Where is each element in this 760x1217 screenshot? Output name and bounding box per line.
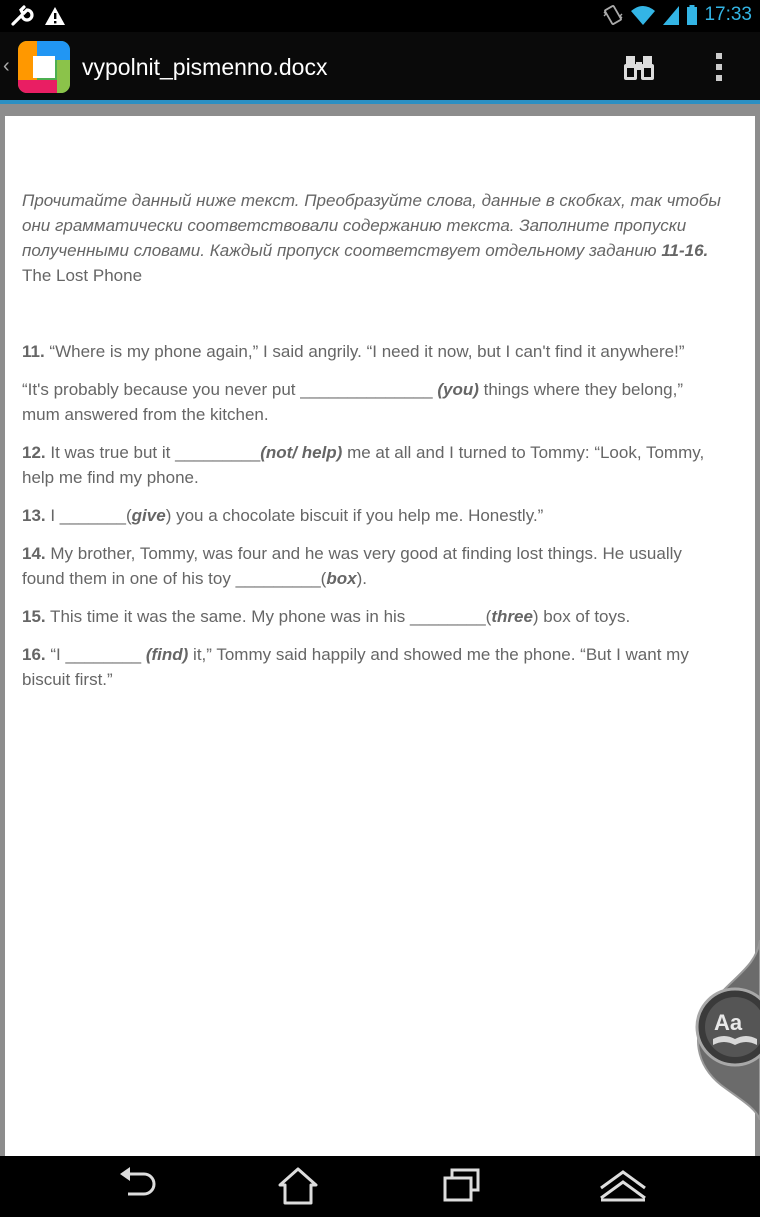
task-number: 12. bbox=[22, 443, 46, 462]
task-number: 15. bbox=[22, 607, 46, 626]
signal-icon bbox=[662, 4, 680, 26]
task-paragraph-14: 14. My brother, Tommy, was four and he was very good at finding lost things. He usually found them in one of his toy _________(box). bbox=[22, 544, 682, 588]
task-paragraph-12: 12. It was true but it _________(not/ help) me at all and I turned to Tommy: “Look, Tommy, help me find my phone. bbox=[22, 443, 705, 487]
document-page[interactable] bbox=[5, 116, 755, 1156]
task-paragraph-16: 16. “I ________ (find) it,” Tommy said happily and showed me the phone. “But I want my biscuit first.” bbox=[22, 645, 689, 689]
task-paragraph-13: 13. I _______(give) you a chocolate biscuit if you help me. Honestly.” bbox=[22, 506, 544, 525]
document-body bbox=[22, 188, 722, 692]
overflow-menu-icon[interactable] bbox=[708, 50, 730, 84]
warning-icon bbox=[44, 6, 66, 26]
task-paragraph-11: 11. “Where is my phone again,” I said angrily. “I need it now, but I can't find it anywhere!” bbox=[22, 342, 685, 361]
task-number: 13. bbox=[22, 506, 46, 525]
task-number: 14. bbox=[22, 544, 46, 563]
document-title: vypolnit_pismenno.docx bbox=[82, 54, 328, 80]
reader-button-label: Aa bbox=[714, 1010, 743, 1035]
wifi-icon bbox=[630, 4, 656, 26]
base-word: box bbox=[326, 569, 357, 588]
up-chevron-icon[interactable]: ‹ bbox=[3, 55, 10, 77]
app-logo[interactable] bbox=[17, 40, 71, 94]
task-number: 16. bbox=[22, 645, 46, 664]
back-icon[interactable] bbox=[116, 1166, 160, 1206]
instruction-paragraph: Прочитайте данный ниже текст. Преобразуйте слова, данные в скобках, так чтобы они грамматически соответствовали содержанию текста. Заполните пропуски полученными словами. Каждый пропуск соответствует отдельному заданию 11-16. bbox=[22, 191, 721, 260]
binoculars-icon[interactable] bbox=[623, 52, 655, 82]
task-paragraph-15: 15. This time it was the same. My phone was in his ________(three) box of toys. bbox=[22, 607, 631, 626]
base-word: (not/ help) bbox=[260, 443, 343, 462]
task-range: 11-16. bbox=[661, 241, 709, 260]
document-viewer[interactable] bbox=[0, 104, 760, 1156]
menu-up-icon[interactable] bbox=[598, 1166, 648, 1206]
reader-mode-button[interactable] bbox=[695, 987, 760, 1067]
home-icon[interactable] bbox=[276, 1166, 320, 1206]
status-bar bbox=[0, 0, 760, 32]
clock: 17:33 bbox=[704, 4, 752, 25]
base-word: (you) bbox=[437, 380, 479, 399]
base-word: three bbox=[491, 607, 533, 626]
wrench-icon bbox=[10, 5, 34, 27]
vibrate-icon bbox=[602, 4, 624, 26]
document-heading: The Lost Phone bbox=[22, 266, 143, 285]
task-number: 11. bbox=[22, 342, 45, 361]
base-word: give bbox=[131, 506, 166, 525]
battery-icon bbox=[686, 4, 698, 26]
action-bar bbox=[0, 32, 760, 100]
navigation-bar bbox=[0, 1156, 760, 1217]
recent-apps-icon[interactable] bbox=[440, 1166, 484, 1206]
task-paragraph-11-continued: “It's probably because you never put ______________ (you) things where they belong,” mum answered from the kitchen. bbox=[22, 380, 684, 424]
base-word: (find) bbox=[145, 645, 189, 664]
